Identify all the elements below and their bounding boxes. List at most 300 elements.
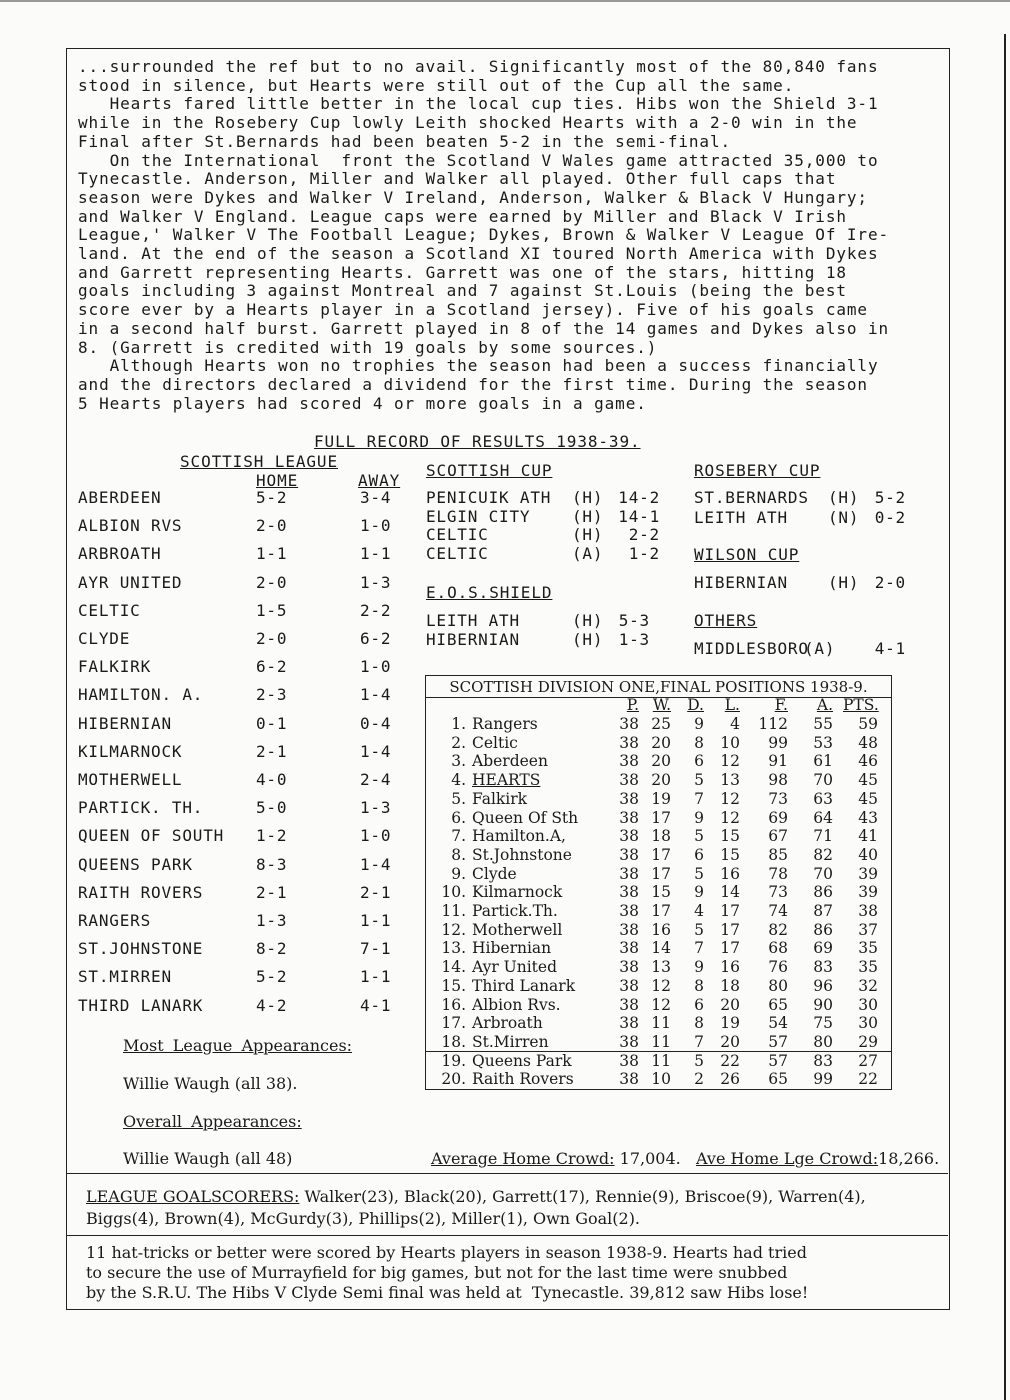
league-club: QUEENS PARK <box>78 854 193 874</box>
eos-shield-title: E.O.S.SHIELD <box>426 583 553 602</box>
intro-line: and the directors declared a dividend for the first time. During the season <box>78 374 868 394</box>
league-home-score: 8-2 <box>256 939 288 959</box>
league-home-score: 5-0 <box>256 798 288 818</box>
division-f: 65 <box>768 995 788 1014</box>
division-f: 73 <box>768 883 788 902</box>
division-l: 4 <box>730 715 740 733</box>
division-f: 80 <box>768 976 788 995</box>
league-away-score: 2-4 <box>360 770 392 789</box>
division-team <box>440 846 572 864</box>
division-header-row <box>426 696 891 715</box>
relegation-line <box>426 1051 891 1052</box>
header-drawn: D. <box>687 696 704 714</box>
division-p: 38 <box>619 976 639 995</box>
intro-line: League,' Walker V The Football League; Dykes, Brown & Walker V League Of Ire- <box>78 225 890 245</box>
division-team-name: Clyde <box>472 864 517 883</box>
footer-line: by the S.R.U. The Hibs V Clyde Semi final was held at Tynecastle. 39,812 saw Hibs lose! <box>86 1283 809 1302</box>
division-p: 38 <box>619 864 639 883</box>
division-a: 55 <box>813 715 833 733</box>
league-club: CLYDE <box>78 629 131 648</box>
division-team <box>440 771 540 789</box>
league-away-score: 7-1 <box>360 939 392 959</box>
result-team: LEITH ATH <box>426 611 520 630</box>
division-team-name: Partick.Th. <box>472 902 558 920</box>
division-pts: 39 <box>858 864 878 883</box>
division-a: 64 <box>813 808 833 827</box>
league-club: MOTHERWELL <box>78 770 183 789</box>
division-f: 57 <box>768 1051 788 1070</box>
division-w: 12 <box>651 976 671 995</box>
division-row <box>426 921 891 940</box>
league-home-score: 2-0 <box>256 572 288 592</box>
division-position: 3. <box>451 752 466 771</box>
league-away-score: 1-0 <box>360 657 392 677</box>
league-home-score: 1-3 <box>256 911 288 930</box>
intro-line: Final after St.Bernards had been beaten 5-2 in the semi-final. <box>78 131 732 151</box>
scottish-cup-title: SCOTTISH CUP <box>426 461 553 480</box>
division-f: 69 <box>768 808 788 827</box>
division-position: 6. <box>451 808 466 827</box>
division-p: 38 <box>619 827 639 846</box>
division-l: 12 <box>720 752 740 771</box>
result-team: LEITH ATH <box>694 508 788 527</box>
division-position: 20. <box>441 1070 466 1089</box>
division-row <box>426 827 891 846</box>
division-row <box>426 883 891 902</box>
division-a: 53 <box>813 733 833 752</box>
division-d: 2 <box>694 1070 704 1089</box>
result-venue: (H) <box>572 488 604 507</box>
division-a: 70 <box>813 864 833 883</box>
division-w: 17 <box>651 808 671 827</box>
division-l: 22 <box>720 1051 740 1070</box>
division-a: 69 <box>813 939 833 958</box>
division-table <box>425 675 892 1090</box>
division-p: 38 <box>619 845 639 864</box>
league-home-score: 5-2 <box>256 488 288 507</box>
division-pts: 46 <box>858 752 878 771</box>
division-a: 71 <box>813 827 833 846</box>
division-pts: 22 <box>858 1070 878 1089</box>
division-l: 12 <box>720 789 740 808</box>
division-position: 14. <box>441 958 466 977</box>
division-position: 13. <box>441 939 466 958</box>
footer-line: 11 hat-tricks or better were scored by Hearts players in season 1938-9. Hearts had tried <box>86 1243 807 1262</box>
result-venue: (N) <box>828 508 860 527</box>
division-a: 61 <box>813 752 833 771</box>
division-w: 11 <box>651 1051 671 1070</box>
footer-line: to secure the use of Murrayfield for big games, but not for the last time were snubbed <box>86 1263 788 1282</box>
header-played: P. <box>626 696 639 714</box>
header-for: F. <box>774 696 788 714</box>
division-d: 7 <box>694 789 704 808</box>
rosebery-cup-title: ROSEBERY CUP <box>694 461 821 480</box>
division-w: 11 <box>651 1014 671 1033</box>
division-row <box>426 1070 891 1089</box>
result-team: HIBERNIAN <box>426 630 520 649</box>
division-team-name: Falkirk <box>472 789 528 808</box>
division-l: 20 <box>720 995 740 1014</box>
division-team-name: HEARTS <box>472 771 541 790</box>
division-pts: 48 <box>858 733 878 752</box>
league-home-score: 4-0 <box>256 770 288 789</box>
division-team-name: Motherwell <box>472 920 563 939</box>
intro-line: and Walker V England. League caps were earned by Miller and Black V Irish <box>78 206 847 226</box>
division-l: 17 <box>720 902 740 920</box>
division-team-name: Rangers <box>472 715 538 733</box>
league-club: CELTIC <box>78 600 141 620</box>
division-p: 38 <box>619 789 639 808</box>
division-pts: 29 <box>858 1032 878 1051</box>
result-score: 4-1 <box>874 639 906 658</box>
result-score: 14-2 <box>618 488 660 507</box>
result-score: 0-2 <box>874 508 906 527</box>
division-w: 19 <box>651 789 671 808</box>
section-divider <box>66 1173 948 1174</box>
division-d: 8 <box>694 1014 704 1033</box>
division-row <box>426 865 891 884</box>
division-team <box>440 902 558 920</box>
division-team <box>440 1033 549 1051</box>
division-team-name: St.Johnstone <box>472 845 572 864</box>
result-score: 1-2 <box>628 544 660 564</box>
division-team <box>440 977 575 995</box>
division-d: 7 <box>694 1032 704 1051</box>
division-l: 19 <box>720 1014 740 1033</box>
league-away-score: 1-1 <box>360 544 392 564</box>
division-l: 16 <box>720 864 740 883</box>
league-club: HAMILTON. A. <box>78 685 204 705</box>
intro-line: Tynecastle. Anderson, Miller and Walker all played. Other full caps that <box>78 169 837 189</box>
division-l: 10 <box>720 733 740 752</box>
division-a: 63 <box>813 789 833 808</box>
right-edge-line <box>1004 34 1006 1400</box>
intro-line: season were Dykes and Walker V Ireland, Anderson, Walker & Black V Hungary; <box>78 187 868 207</box>
league-away-score: 1-4 <box>360 741 392 761</box>
section-divider <box>66 1235 948 1236</box>
league-home-score: 2-3 <box>256 685 288 705</box>
result-team: ELGIN CITY <box>426 506 531 526</box>
league-appearances-label: Most League Appearances: <box>123 1036 353 1055</box>
crowd-line <box>431 1149 939 1168</box>
league-away-score: 2-2 <box>360 600 392 620</box>
division-team-name: St.Mirren <box>472 1032 549 1051</box>
league-away-score: 1-0 <box>360 826 392 846</box>
intro-line: 5 Hearts players had scored 4 or more goals in a game. <box>78 393 647 413</box>
league-home-score: 1-5 <box>256 600 288 620</box>
division-row <box>426 752 891 771</box>
division-pts: 43 <box>858 808 878 827</box>
division-f: 91 <box>768 752 788 771</box>
league-away-score: 4-1 <box>360 995 392 1015</box>
division-row <box>426 771 891 790</box>
division-d: 8 <box>694 976 704 995</box>
division-p: 38 <box>619 995 639 1014</box>
division-w: 12 <box>651 995 671 1014</box>
result-team: ST.BERNARDS <box>694 488 809 507</box>
division-p: 38 <box>619 920 639 939</box>
division-f: 112 <box>758 715 788 733</box>
division-row <box>426 1052 891 1071</box>
league-club: ABERDEEN <box>78 488 162 507</box>
division-w: 14 <box>651 939 671 958</box>
division-p: 38 <box>619 752 639 771</box>
division-team-name: Third Lanark <box>472 976 576 995</box>
division-a: 83 <box>813 958 833 977</box>
division-team <box>440 921 562 939</box>
result-team: PENICUIK ATH <box>426 488 552 507</box>
result-team: CELTIC <box>426 544 489 564</box>
division-position: 7. <box>451 827 466 846</box>
result-venue: (H) <box>828 573 860 592</box>
division-a: 70 <box>813 771 833 790</box>
division-team <box>440 865 517 883</box>
division-w: 20 <box>651 752 671 771</box>
division-d: 9 <box>694 883 704 902</box>
division-a: 82 <box>813 845 833 864</box>
league-club: KILMARNOCK <box>78 741 183 761</box>
result-venue: (H) <box>572 525 604 545</box>
division-l: 15 <box>720 827 740 846</box>
league-club: ST.MIRREN <box>78 967 172 987</box>
league-away-score: 1-4 <box>360 854 392 874</box>
division-row <box>426 790 891 809</box>
league-club: ST.JOHNSTONE <box>78 939 204 959</box>
league-home-label: HOME <box>256 471 299 490</box>
division-p: 38 <box>619 902 639 920</box>
league-away-score: 1-1 <box>360 967 392 987</box>
division-team-name: Hamilton.A, <box>472 827 566 846</box>
division-l: 17 <box>720 920 740 939</box>
intro-line: Although Hearts won no trophies the season had been a success financially <box>78 356 879 376</box>
division-row <box>426 715 891 734</box>
league-away-score: 1-3 <box>360 798 392 818</box>
intro-line: 8. (Garrett is credited with 19 goals by some sources.) <box>78 337 658 357</box>
division-f: 82 <box>768 920 788 939</box>
division-pts: 30 <box>858 995 878 1014</box>
division-position: 1. <box>451 715 466 733</box>
division-d: 5 <box>694 827 704 846</box>
division-title: SCOTTISH DIVISION ONE,FINAL POSITIONS 1938-9. <box>426 678 891 698</box>
goalscorers-list-2: Biggs(4), Brown(4), McGurdy(3), Phillips(2), Miller(1), Own Goal(2). <box>86 1209 641 1228</box>
division-pts: 30 <box>858 1014 878 1033</box>
league-away-score: 6-2 <box>360 629 392 648</box>
league-home-score: 6-2 <box>256 657 288 677</box>
division-a: 87 <box>813 902 833 920</box>
division-team-name: Queen Of Sth <box>472 808 579 827</box>
division-w: 13 <box>651 958 671 977</box>
division-a: 96 <box>813 976 833 995</box>
avg-home-crowd-value: 17,004. <box>619 1149 681 1168</box>
league-club: ALBION RVS <box>78 516 183 536</box>
division-position: 5. <box>451 789 466 808</box>
league-club: PARTICK. TH. <box>78 798 204 818</box>
intro-line: goals including 3 against Montreal and 7 against St.Louis (being the best <box>78 281 847 301</box>
intro-line: score ever by a Hearts player in a Scotland jersey). Five of his goals came <box>78 300 868 320</box>
division-pts: 59 <box>858 715 878 733</box>
league-away-score: 1-4 <box>360 685 392 705</box>
division-d: 5 <box>694 864 704 883</box>
result-score: 1-3 <box>618 630 650 649</box>
division-p: 38 <box>619 733 639 752</box>
division-w: 17 <box>651 902 671 920</box>
result-score: 2-0 <box>874 573 906 592</box>
intro-line: while in the Rosebery Cup lowly Leith shocked Hearts with a 2-0 win in the <box>78 113 858 133</box>
header-won: W. <box>652 696 671 714</box>
league-home-score: 4-2 <box>256 995 288 1015</box>
division-team <box>440 996 561 1014</box>
division-p: 38 <box>619 958 639 977</box>
division-row <box>426 902 891 921</box>
division-a: 83 <box>813 1051 833 1070</box>
league-home-score: 1-2 <box>256 826 288 846</box>
division-a: 90 <box>813 995 833 1014</box>
avg-home-crowd-label: Average Home Crowd: <box>431 1149 615 1168</box>
intro-line: Hearts fared little better in the local cup ties. Hibs won the Shield 3-1 <box>78 94 879 114</box>
division-w: 20 <box>651 733 671 752</box>
division-l: 12 <box>720 808 740 827</box>
division-position: 4. <box>451 771 466 790</box>
division-p: 38 <box>619 1051 639 1070</box>
header-points: PTS. <box>843 696 879 714</box>
division-w: 16 <box>651 920 671 939</box>
division-pts: 40 <box>858 845 878 864</box>
league-club: AYR UNITED <box>78 572 183 592</box>
division-l: 18 <box>720 976 740 995</box>
league-title: SCOTTISH LEAGUE <box>180 452 338 471</box>
division-position: 16. <box>441 995 466 1014</box>
division-team <box>440 715 538 733</box>
league-club: RAITH ROVERS <box>78 882 204 902</box>
division-d: 6 <box>694 995 704 1014</box>
division-position: 19. <box>441 1051 466 1070</box>
division-l: 15 <box>720 845 740 864</box>
division-team <box>440 1070 574 1088</box>
overall-appearances-label: Overall Appearances: <box>123 1112 302 1131</box>
division-team <box>440 752 548 770</box>
division-pts: 35 <box>858 958 878 977</box>
league-home-score: 8-3 <box>256 854 288 874</box>
division-d: 8 <box>694 733 704 752</box>
header-against: A. <box>816 696 833 714</box>
league-away-score: 1-0 <box>360 516 392 536</box>
avg-home-lge-crowd-label: Ave Home Lge Crowd: <box>696 1149 879 1168</box>
division-d: 5 <box>694 771 704 790</box>
division-w: 15 <box>651 883 671 902</box>
others-title: OTHERS <box>694 611 758 630</box>
division-team-name: Aberdeen <box>472 752 548 771</box>
result-team: CELTIC <box>426 525 489 545</box>
division-team-name: Albion Rvs. <box>472 995 561 1014</box>
intro-text <box>78 58 940 413</box>
division-f: 57 <box>768 1032 788 1051</box>
division-f: 67 <box>768 827 788 846</box>
division-team <box>440 827 566 845</box>
division-f: 74 <box>768 902 788 920</box>
division-d: 5 <box>694 920 704 939</box>
division-a: 86 <box>813 883 833 902</box>
intro-line: in a second half burst. Garrett played in 8 of the 14 games and Dykes also in <box>78 318 890 338</box>
division-f: 76 <box>768 958 788 977</box>
result-score: 5-3 <box>618 611 650 630</box>
division-row <box>426 958 891 977</box>
division-row <box>426 846 891 865</box>
result-venue: (H) <box>828 488 860 507</box>
division-d: 6 <box>694 752 704 771</box>
league-club: ARBROATH <box>78 544 162 564</box>
overall-appearances-value: Willie Waugh (all 48) <box>123 1149 293 1168</box>
division-l: 13 <box>720 771 740 790</box>
division-p: 38 <box>619 939 639 958</box>
goalscorers-list-1: Walker(23), Black(20), Garrett(17), Rennie(9), Briscoe(9), Warren(4), <box>304 1187 866 1206</box>
division-row <box>426 996 891 1015</box>
division-w: 10 <box>651 1070 671 1089</box>
intro-line: land. At the end of the season a Scotland XI toured North America with Dykes <box>78 244 879 264</box>
division-a: 80 <box>813 1032 833 1051</box>
division-row <box>426 1014 891 1033</box>
division-a: 99 <box>813 1070 833 1089</box>
league-club: HIBERNIAN <box>78 713 172 733</box>
division-f: 54 <box>768 1014 788 1033</box>
division-position: 9. <box>451 864 466 883</box>
division-position: 17. <box>441 1014 466 1033</box>
division-team <box>440 809 578 827</box>
division-pts: 32 <box>858 976 878 995</box>
result-score: 5-2 <box>874 488 906 507</box>
intro-line: and Garrett representing Hearts. Garrett was one of the stars, hitting 18 <box>78 262 847 282</box>
division-row <box>426 1033 891 1052</box>
top-edge-line <box>0 0 1010 2</box>
division-l: 20 <box>720 1032 740 1051</box>
division-l: 14 <box>720 883 740 902</box>
goalscorers-label: LEAGUE GOALSCORERS: <box>86 1187 300 1206</box>
result-venue: (A) <box>572 544 604 564</box>
intro-line: ...surrounded the ref but to no avail. Significantly most of the 80,840 fans <box>78 57 879 76</box>
league-appearances-value: Willie Waugh (all 38). <box>123 1074 298 1093</box>
division-pts: 27 <box>858 1051 878 1070</box>
division-f: 73 <box>768 789 788 808</box>
result-venue: (A) <box>804 639 836 658</box>
division-d: 4 <box>694 902 704 920</box>
division-team-name: Raith Rovers <box>472 1070 574 1089</box>
result-venue: (H) <box>572 630 604 649</box>
division-team-name: Kilmarnock <box>472 883 563 902</box>
division-row <box>426 809 891 828</box>
result-team: MIDDLESBORO <box>694 639 809 658</box>
division-a: 86 <box>813 920 833 939</box>
intro-line: On the International front the Scotland V Wales game attracted 35,000 to <box>78 150 879 170</box>
division-d: 9 <box>694 715 704 733</box>
division-pts: 35 <box>858 939 878 958</box>
result-score: 2-2 <box>628 525 660 545</box>
result-venue: (H) <box>572 611 604 630</box>
league-home-score: 0-1 <box>256 713 288 733</box>
division-f: 78 <box>768 864 788 883</box>
division-position: 10. <box>441 883 466 902</box>
league-home-score: 1-1 <box>256 544 288 564</box>
division-row <box>426 977 891 996</box>
division-w: 17 <box>651 845 671 864</box>
division-p: 38 <box>619 1014 639 1033</box>
division-f: 68 <box>768 939 788 958</box>
league-away-label: AWAY <box>358 471 401 490</box>
goalscorers-line-1 <box>86 1187 866 1206</box>
result-score: 14-1 <box>618 506 660 526</box>
division-team <box>440 790 527 808</box>
league-away-score: 1-1 <box>360 911 392 930</box>
intro-line: stood in silence, but Hearts were still out of the Cup all the same. <box>78 75 795 95</box>
league-club: FALKIRK <box>78 657 152 677</box>
